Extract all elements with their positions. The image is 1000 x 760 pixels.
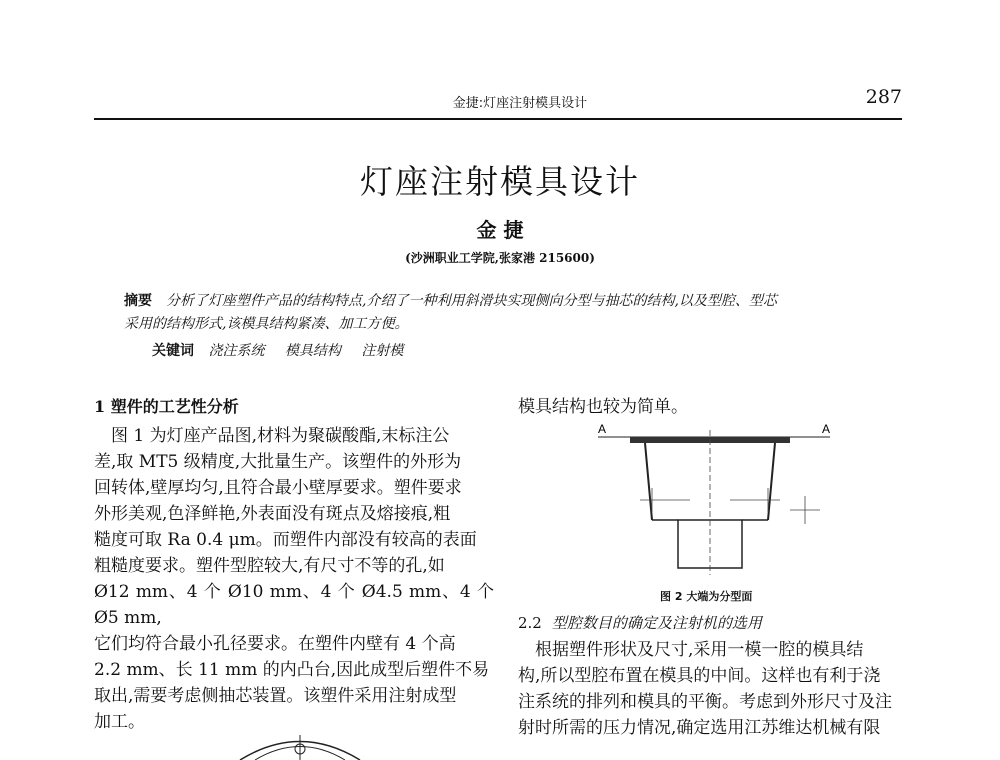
author: 金 捷 (476, 218, 524, 242)
section2-2-body (518, 637, 913, 741)
figure2-drawing (590, 420, 840, 580)
abstract-text-line2: 采用的结构形式,该模具结构紧凑、加工方便。 (124, 316, 409, 332)
abstract-label: 摘要 (124, 293, 152, 309)
section1-body (94, 423, 494, 735)
page-number: 287 (865, 86, 902, 108)
keywords (152, 340, 752, 360)
abstract (124, 290, 884, 313)
section-label-a-left: A (598, 422, 607, 436)
figure1-partial (230, 735, 370, 760)
abstract-text-line1: 分析了灯座塑件产品的结构特点,介绍了一种利用斜滑块实现侧向分型与抽芯的结构,以及型腔、型芯 (166, 293, 777, 309)
body-line: 2.2 mm、长 11 mm 的内凸台,因此成型后塑件不易 (94, 660, 490, 680)
body-line: Ø12 mm、4 个 Ø10 mm、4 个 Ø4.5 mm、4 个 Ø5 mm, (94, 582, 494, 628)
section2-2-heading (518, 612, 898, 633)
body-line: 加工。 (94, 712, 145, 732)
section2-2-title: 型腔数目的确定及注射机的选用 (551, 614, 762, 632)
left-column (94, 394, 494, 735)
keywords-label: 关键词 (152, 343, 194, 359)
body-line: 注系统的排列和模具的平衡。考虑到外形尺寸及注 (518, 692, 892, 712)
keyword: 注射模 (361, 343, 404, 359)
paper-title: 灯座注射模具设计 (360, 162, 640, 201)
figure2-caption: 图 2 大端为分型面 (660, 590, 753, 603)
keyword: 浇注系统 (208, 343, 265, 359)
body-line: 构,所以型腔布置在模具的中间。这样也有利于浇 (518, 666, 881, 686)
section-label-a-right: A (822, 422, 831, 436)
body-line: 图 1 为灯座产品图,材料为聚碳酸酯,末标注公 (94, 426, 450, 446)
body-line: 回转体,壁厚均匀,且符合最小壁厚要求。塑件要求 (94, 478, 462, 498)
body-line: 射时所需的压力情况,确定选用江苏维达机械有限 (518, 718, 881, 738)
section1-heading: 1 塑件的工艺性分析 (94, 397, 239, 416)
right-column-top-text: 模具结构也较为简单。 (518, 397, 688, 417)
running-title: 金捷:灯座注射模具设计 (452, 96, 588, 111)
body-line: 粗糙度要求。塑件型腔较大,有尺寸不等的孔,如 (94, 556, 445, 576)
section2-2-number: 2.2 (518, 614, 542, 632)
header-rule (94, 118, 902, 120)
body-line: 差,取 MT5 级精度,大批量生产。该塑件的外形为 (94, 452, 462, 472)
body-line: 糙度可取 Ra 0.4 μm。而塑件内部没有较高的表面 (94, 530, 477, 550)
body-line: 它们均符合最小孔径要求。在塑件内壁有 4 个高 (94, 634, 456, 654)
body-line: 外形美观,色泽鲜艳,外表面没有斑点及熔接痕,粗 (94, 504, 451, 524)
body-line: 取出,需要考虑侧抽芯装置。该塑件采用注射成型 (94, 686, 457, 706)
keyword: 模具结构 (284, 343, 341, 359)
body-line: 根据塑件形状及尺寸,采用一模一腔的模具结 (518, 640, 864, 660)
affiliation: (沙洲职业工学院,张家港 215600) (405, 251, 595, 265)
